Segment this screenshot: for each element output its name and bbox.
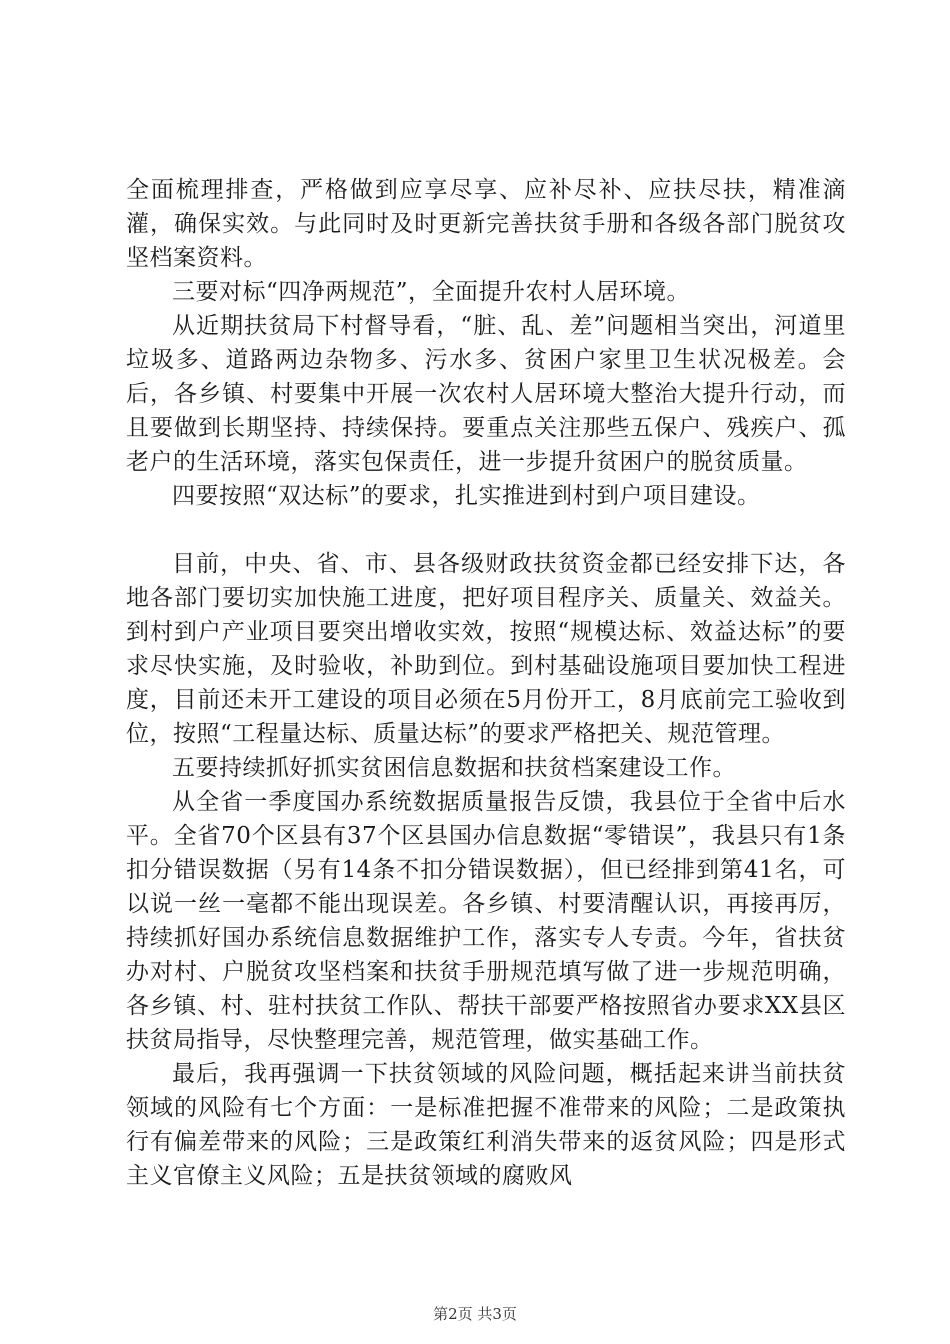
page-footer: 第2页 共3页: [433, 1305, 517, 1323]
paragraph: 目前，中央、省、市、县各级财政扶贫资金都已经安排下达，各地各部门要切实加快施工进度，把好项目程序关、质量关、效益关。到村到户产业项目要突出增收实效，按照“规模达标、效益达标”的要求尽快实施，及时验收，补助到位。到村基础设施项目要加快工程进度，目前还未开工建设的项目必须在5月份开工，8月底前完工验收到位，按照“工程量达标、质量达标”的要求严格把关、规范管理。: [126, 551, 846, 747]
paragraph: 从全省一季度国办系统数据质量报告反馈，我县位于全省中后水平。全省70个区县有37个区县国办信息数据“零错误”，我县只有1条扣分错误数据（另有14条不扣分错误数据），但已经排到第41名，可以说一丝一毫都不能出现误差。各乡镇、村要清醒认识，再接再厉，持续抓好国办系统信息数据维护工作，落实专人专责。今年，省扶贫办对村、户脱贫攻坚档案和扶贫手册规范填写做了进一步规范明确，各乡镇、村、驻村扶贫工作队、帮扶干部要严格按照省办要求XX县区扶贫局指导，尽快整理完善，规范管理，做实基础工作。: [126, 789, 846, 1053]
paragraph: 全面梳理排查，严格做到应享尽享、应补尽补、应扶尽扶，精准滴灌，确保实效。与此同时及时更新完善扶贫手册和各级各部门脱贫攻坚档案资料。: [126, 177, 846, 271]
section-heading: 四要按照“双达标”的要求，扎实推进到村到户项目建设。: [172, 483, 761, 509]
section-heading: 三要对标“四净两规范”，全面提升农村人居环境。: [172, 279, 691, 305]
paragraph: 最后，我再强调一下扶贫领域的风险问题，概括起来讲当前扶贫领域的风险有七个方面：一是标准把握不准带来的风险；二是政策执行有偏差带来的风险；三是政策红利消失带来的返贫风险；四是形式主义官僚主义风险；五是扶贫领域的腐败风: [126, 1061, 846, 1189]
document-body: [126, 173, 846, 1193]
section-heading: 五要持续抓好抓实贫困信息数据和扶贫档案建设工作。: [172, 755, 736, 781]
paragraph: 从近期扶贫局下村督导看，“脏、乱、差”问题相当突出，河道里垃圾多、道路两边杂物多、污水多、贫困户家里卫生状况极差。会后，各乡镇、村要集中开展一次农村人居环境大整治大提升行动，而且要做到长期坚持、持续保持。要重点关注那些五保户、残疾户、孤老户的生活环境，落实包保责任，进一步提升贫困户的脱贫质量。: [126, 313, 846, 475]
